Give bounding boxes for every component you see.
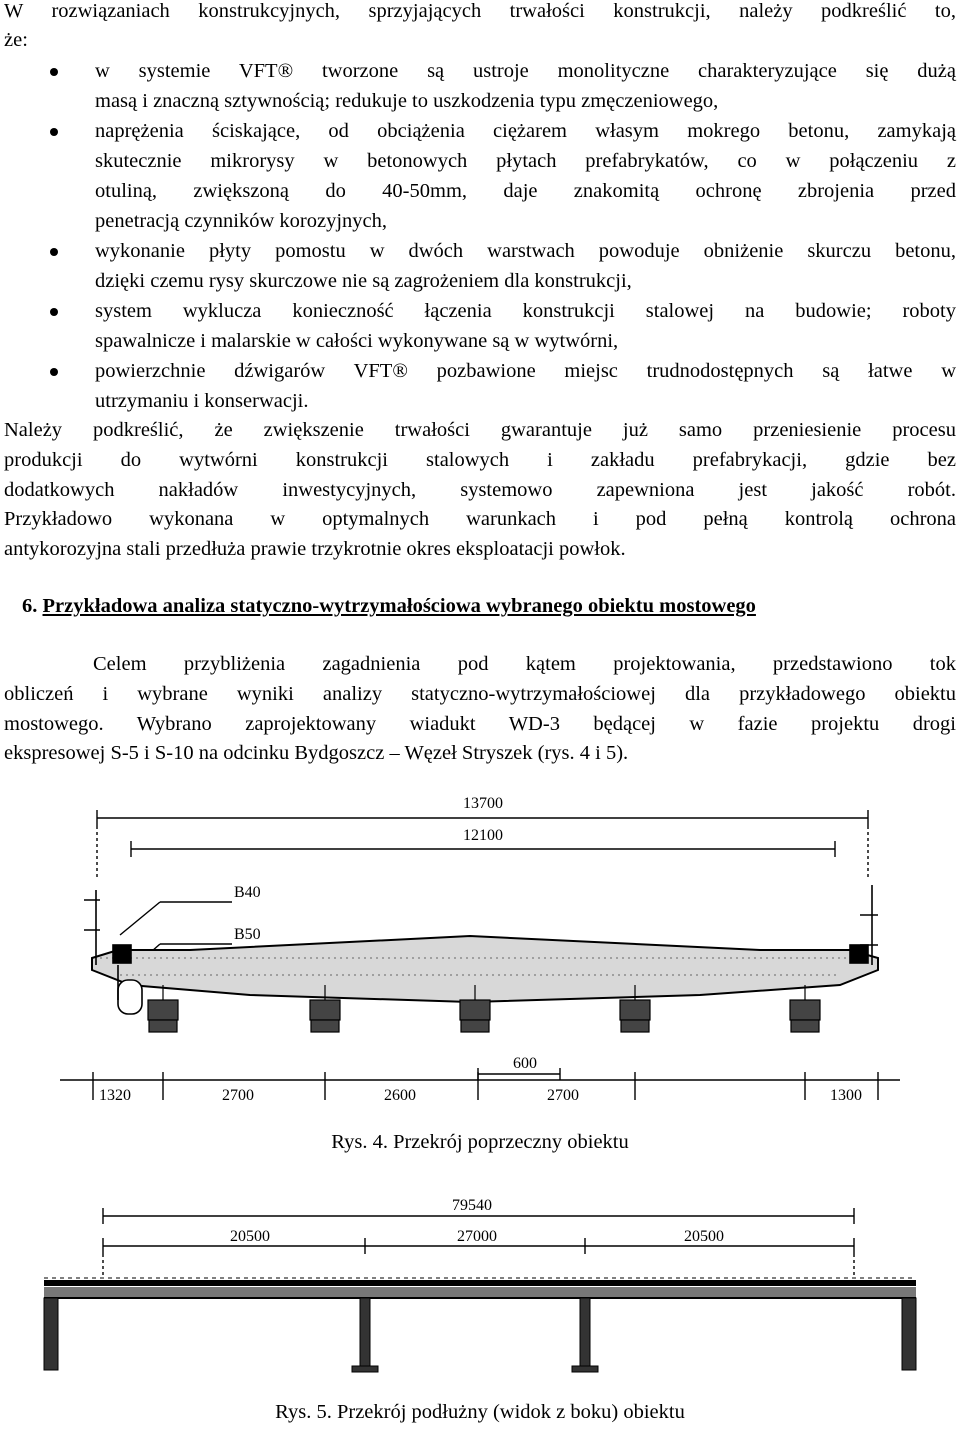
bullet-text: otuliną, zwiększoną do 40-50mm, daje znakomitą ochronę zbrojenia przed <box>95 180 956 202</box>
figure-4-cross-section <box>0 780 960 1120</box>
bullet-text: penetracją czynników korozyjnych, <box>95 210 388 232</box>
deck-elevation <box>44 1278 916 1298</box>
dim-bottom-label: 2600 <box>384 1087 416 1104</box>
bullet-marker <box>50 368 58 376</box>
intro-line: W rozwiązaniach konstrukcyjnych, sprzyjających trwałości konstrukcji, należy podkreślić to, <box>4 0 956 22</box>
section-number: 6. <box>22 595 38 617</box>
bullet-text: powierzchnie dźwigarów VFT® pozbawione miejsc trudnodostępnych są łatwe w <box>95 360 956 382</box>
dim-bottom-label: 1320 <box>99 1087 131 1104</box>
dim-bottom-label: 2700 <box>547 1087 579 1104</box>
bullet-text: naprężenia ściskające, od obciążenia ciężarem własym mokrego betonu, zamykają <box>95 120 956 142</box>
paragraph-line: Celem przybliżenia zagadnienia pod kątem projektowania, przedstawiono tok <box>93 653 956 675</box>
paragraph-line: obliczeń i wybrane wyniki analizy statyczno-wytrzymałościowej dla przykładowego obiektu <box>4 683 956 705</box>
piers <box>44 1298 916 1372</box>
deck-slab <box>92 936 878 1002</box>
span-dim-label: 20500 <box>684 1228 724 1245</box>
label-b50: B50 <box>234 926 261 943</box>
dim-600-label: 600 <box>513 1055 537 1072</box>
bullet-text: spawalnicze i malarskie w całości wykonywane są w wytwórni, <box>95 330 619 352</box>
figure-5-caption: Rys. 5. Przekrój podłużny (widok z boku) obiektu <box>275 1401 685 1423</box>
dim-bottom-label: 2700 <box>222 1087 254 1104</box>
bullet-text: masą i znaczną sztywnością; redukuje to uszkodzenia typu zmęczeniowego, <box>95 90 719 112</box>
bullet-text: wykonanie płyty pomostu w dwóch warstwach powoduje obniżenie skurczu betonu, <box>95 240 956 262</box>
bullet-marker <box>50 68 58 76</box>
paragraph-line: dodatkowych nakładów inwestycyjnych, systemowo zapewniona jest jakość robót. <box>4 479 956 501</box>
bullet-text: dzięki czemu rysy skurczowe nie są zagrożeniem dla konstrukcji, <box>95 270 632 292</box>
bullet-marker <box>50 248 58 256</box>
paragraph-line: mostowego. Wybrano zaprojektowany wiadukt WD-3 będącej w fazie projektu drogi <box>4 713 956 735</box>
intro-line: że: <box>4 29 28 51</box>
dim-total-label: 79540 <box>452 1197 492 1214</box>
paragraph-line: produkcji do wytwórni konstrukcji stalowych i zakładu prefabrykacji, gdzie bez <box>4 449 956 471</box>
paragraph-line: Należy podkreślić, że zwiększenie trwałości gwarantuje już samo przeniesienie procesu <box>4 419 956 441</box>
span-dim-label: 20500 <box>230 1228 270 1245</box>
paragraph-line: Przykładowo wykonana w optymalnych warunkach i pod pełną kontrolą ochrona <box>4 508 956 530</box>
bullet-text: w systemie VFT® tworzone są ustroje monolityczne charakteryzujące się dużą <box>95 60 956 82</box>
figure-4-caption: Rys. 4. Przekrój poprzeczny obiektu <box>331 1131 629 1153</box>
bullet-text: utrzymaniu i konserwacji. <box>95 390 309 412</box>
dim-total-label: 13700 <box>463 795 503 812</box>
dim-inner-label: 12100 <box>463 827 503 844</box>
paragraph-line: antykorozyjna stali przedłuża prawie trzykrotnie okres eksploatacji powłok. <box>4 538 626 560</box>
section-title: Przykładowa analiza statyczno-wytrzymałościowa wybranego obiektu mostowego <box>42 595 756 617</box>
bullet-marker <box>50 128 58 136</box>
label-b40: B40 <box>234 884 261 901</box>
figure-5-longitudinal-section <box>0 1180 960 1390</box>
bullet-marker <box>50 308 58 316</box>
bullet-text: system wyklucza konieczność łączenia konstrukcji stalowej na budowie; roboty <box>95 300 956 322</box>
span-dim-label: 27000 <box>457 1228 497 1245</box>
bullet-text: skutecznie mikrorysy w betonowych płytach prefabrykatów, co w połączeniu z <box>95 150 956 172</box>
section-heading <box>22 591 756 621</box>
paragraph-line: ekspresowej S-5 i S-10 na odcinku Bydgoszcz – Węzeł Stryszek (rys. 4 i 5). <box>4 742 629 764</box>
dim-bottom-label: 1300 <box>830 1087 862 1104</box>
